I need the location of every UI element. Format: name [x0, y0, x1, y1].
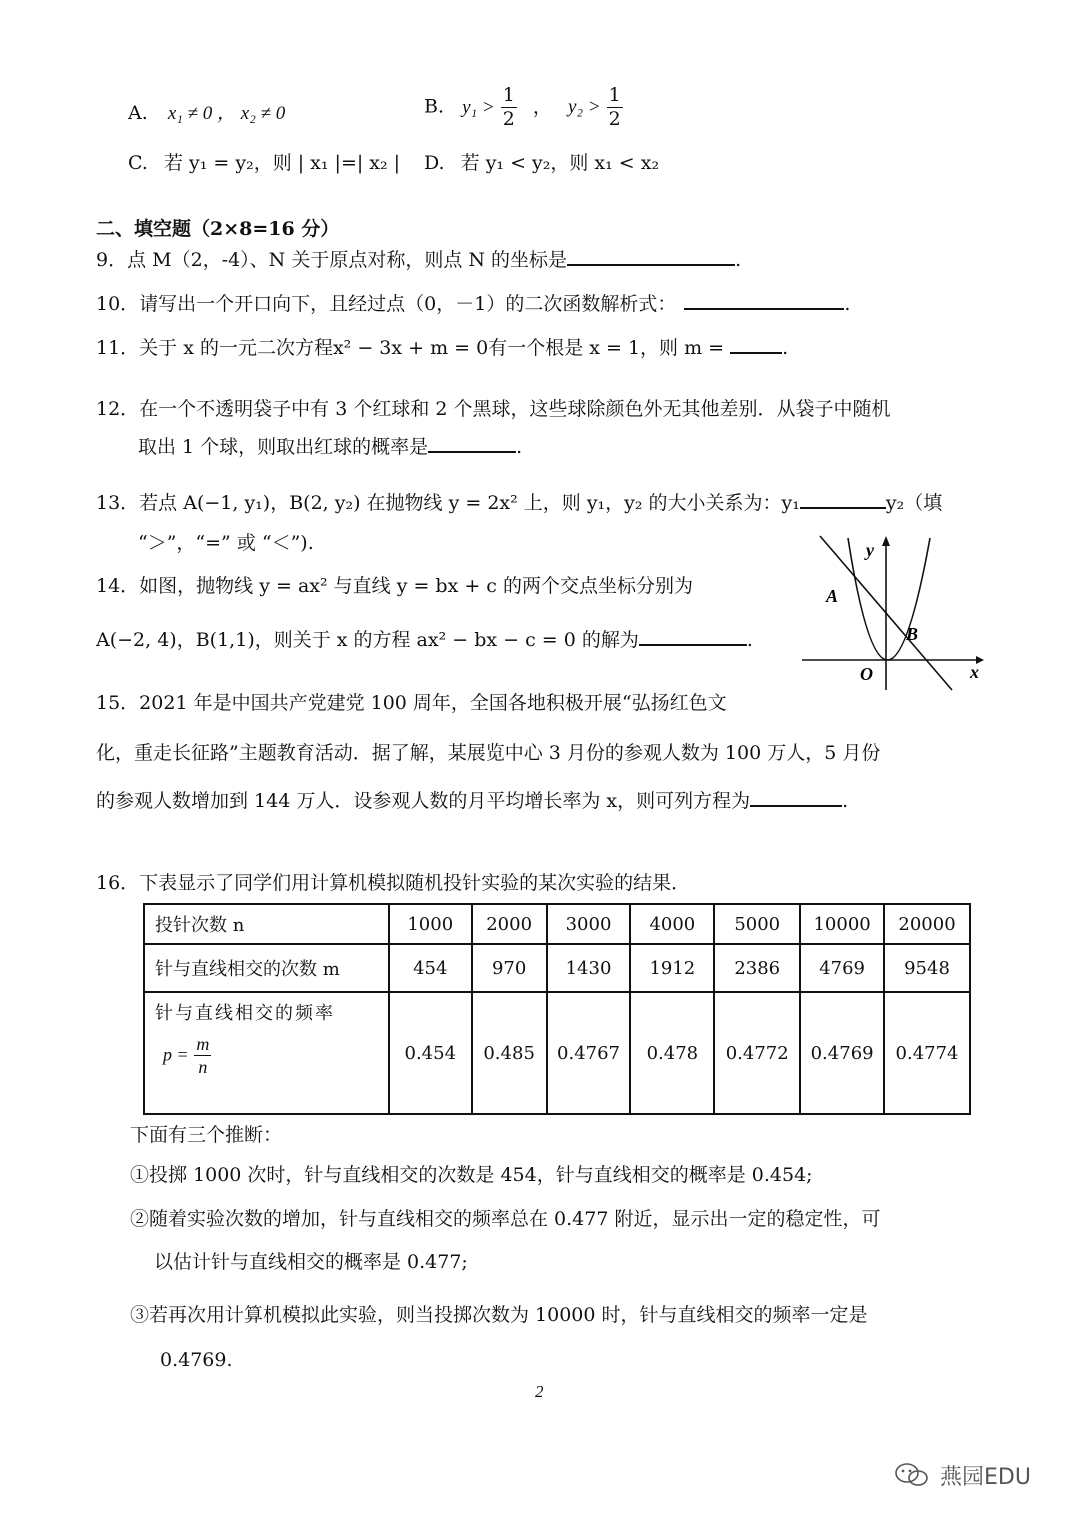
table-header-intersections: 针与直线相交的次数 m	[144, 944, 389, 992]
question-14-line-2: A(−2, 4)，B(1,1)，则关于 x 的方程 ax² − bx − c = 0 的解为 .	[96, 625, 753, 652]
question-15-line-2: 化，重走长征路”主题教育活动．据了解，某展览中心 3 月份的参观人数为 100 万人，5 月份	[96, 742, 881, 764]
option-a-label: A.	[128, 102, 148, 124]
table-header-frequency: 针与直线相交的频率 p = $\frac{m}{n}$	[144, 992, 389, 1114]
option-b-label: B.	[424, 95, 445, 118]
table-cell: 0.4767	[547, 992, 631, 1114]
answer-blank-15[interactable]	[750, 787, 842, 807]
table-cell: 5000	[714, 904, 800, 944]
option-b-fraction-2: $\frac{1}{2}$	[608, 84, 621, 130]
option-c-label: C.	[128, 152, 148, 174]
label-x: x	[970, 662, 979, 682]
question-11-text: 11．关于 x 的一元二次方程x² − 3x + m = 0有一个根是 x = 1，则 m =	[96, 337, 725, 359]
option-d-text: 若 y₁ < y₂，则 x₁ < x₂	[460, 152, 660, 174]
table-row-frequency	[144, 992, 970, 1114]
option-d	[424, 148, 659, 175]
question-10-text: 10．请写出一个开口向下，且经过点（0，－1）的二次函数解析式：	[96, 293, 677, 315]
answer-blank-9[interactable]	[567, 246, 735, 266]
table-cell: 10000	[800, 904, 884, 944]
answer-blank-13[interactable]	[800, 489, 886, 509]
answer-blank-11[interactable]	[730, 334, 782, 354]
inference-2-line-2: 以估计针与直线相交的概率是 0.477;	[154, 1251, 468, 1273]
label-point-a: A	[826, 586, 839, 606]
question-9-text: 9．点 M（2，-4）、N 关于原点对称，则点 N 的坐标是	[96, 249, 568, 271]
table-cell: 4000	[630, 904, 714, 944]
table-cell: 454	[389, 944, 472, 992]
table-cell: 0.4769	[800, 992, 884, 1114]
option-d-label: D.	[424, 152, 445, 174]
watermark	[895, 1460, 1031, 1494]
experiment-table	[143, 903, 971, 1115]
watermark-text: 燕园EDU	[940, 1465, 1031, 1490]
table-cell: 0.4774	[884, 992, 970, 1114]
inference-intro: 下面有三个推断：	[130, 1124, 283, 1146]
table-cell: 0.478	[630, 992, 714, 1114]
option-b-text-2: y₂ >	[567, 96, 601, 118]
table-cell: 0.485	[472, 992, 547, 1114]
inference-2-line-1: ②随着实验次数的增加，针与直线相交的频率总在 0.477 附近，显示出一定的稳定性，可	[130, 1208, 881, 1230]
table-cell: 9548	[884, 944, 970, 992]
question-13-line-2: “＞”，“=” 或 “＜”).	[138, 532, 314, 554]
parabola-line-figure	[800, 532, 984, 692]
wechat-icon	[895, 1462, 929, 1494]
question-16-intro: 16．下表显示了同学们用计算机模拟随机投针实验的某次实验的结果．	[96, 872, 691, 894]
option-b-separator: ，	[532, 95, 552, 118]
table-cell: 1430	[547, 944, 631, 992]
label-point-b: B	[906, 624, 919, 644]
question-11: 11．关于 x 的一元二次方程x² − 3x + m = 0有一个根是 x = 1，则 m = .	[96, 333, 788, 360]
page-number: 2	[535, 1382, 544, 1401]
answer-blank-14[interactable]	[639, 626, 747, 646]
table-cell: 1000	[389, 904, 472, 944]
table-cell: 2386	[714, 944, 800, 992]
inference-3-line-2: 0.4769.	[160, 1349, 233, 1371]
question-12-line-1: 12．在一个不透明袋子中有 3 个红球和 2 个黑球，这些球除颜色外无其他差别．从袋子中随机	[96, 398, 891, 420]
table-cell: 0.454	[389, 992, 472, 1114]
question-15-line-3: 的参观人数增加到 144 万人．设参观人数的月平均增长率为 x，则可列方程为 .	[96, 786, 848, 813]
answer-blank-10[interactable]	[684, 290, 844, 310]
table-row-intersections	[144, 944, 970, 992]
table-cell: 4769	[800, 944, 884, 992]
table-cell: 2000	[472, 904, 547, 944]
option-a-text: x₁ ≠ 0 ， x₂ ≠ 0	[167, 103, 286, 124]
option-c-text: 若 y₁ = y₂，则 | x₁ |=| x₂ |	[163, 152, 401, 174]
question-14-line-1: 14．如图，抛物线 y = ax² 与直线 y = bx + c 的两个交点坐标分别为	[96, 575, 693, 597]
question-12-line-2: 取出 1 个球，则取出红球的概率是 .	[138, 432, 522, 459]
option-a	[128, 98, 285, 125]
question-13-line-1: 13．若点 A(−1, y₁)，B(2, y₂) 在抛物线 y = 2x² 上，则 y₁，y₂ 的大小关系为：y₁ y₂（填	[96, 488, 942, 515]
table-cell: 970	[472, 944, 547, 992]
question-10: 10．请写出一个开口向下，且经过点（0，－1）的二次函数解析式： .	[96, 289, 850, 316]
option-c	[128, 148, 400, 175]
label-y: y	[866, 540, 874, 560]
option-b-text-1: y₁ >	[462, 96, 495, 118]
option-b	[424, 86, 623, 129]
inference-1: ①投掷 1000 次时，针与直线相交的次数是 454，针与直线相交的概率是 0.454;	[130, 1164, 813, 1186]
table-cell: 20000	[884, 904, 970, 944]
frequency-fraction: $\frac{m}{n}$	[196, 1034, 210, 1077]
table-cell: 1912	[630, 944, 714, 992]
label-origin: O	[860, 664, 873, 684]
option-b-fraction-1: $\frac{1}{2}$	[502, 84, 515, 130]
table-header-trials: 投针次数 n	[144, 904, 389, 944]
section-title: 二、填空题（2×8=16 分）	[96, 218, 340, 240]
table-cell: 0.4772	[714, 992, 800, 1114]
question-9: 9．点 M（2，-4）、N 关于原点对称，则点 N 的坐标是 .	[96, 245, 741, 272]
y-axis-arrow	[882, 536, 890, 546]
answer-blank-12[interactable]	[428, 433, 516, 453]
inference-3-line-1: ③若再次用计算机模拟此实验，则当投掷次数为 10000 时，针与直线相交的频率一定是	[130, 1304, 868, 1326]
table-cell: 3000	[547, 904, 631, 944]
table-row-trials	[144, 904, 970, 944]
question-15-line-1: 15．2021 年是中国共产党建党 100 周年，全国各地积极开展“弘扬红色文	[96, 692, 727, 714]
